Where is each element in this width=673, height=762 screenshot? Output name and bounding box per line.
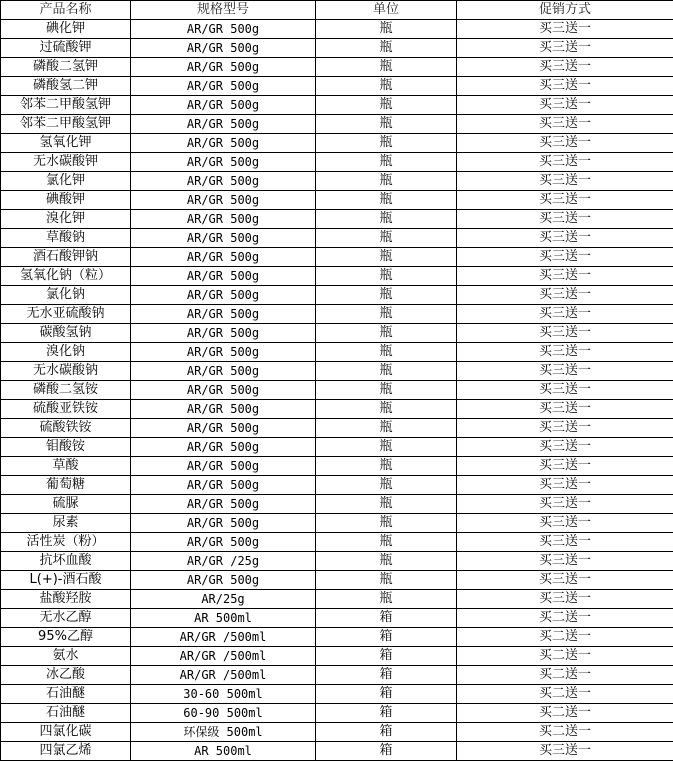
product-name-cell[interactable]: 硫酸铁铵 (1, 419, 131, 438)
table-row (1, 115, 673, 134)
table-row (1, 495, 673, 514)
spec-cell[interactable]: AR/GR 500g (131, 533, 316, 552)
spec-cell[interactable]: AR/GR 500g (131, 229, 316, 248)
table-row (1, 476, 673, 495)
table-row (1, 590, 673, 609)
table-row (1, 647, 673, 666)
unit-cell[interactable]: 瓶 (316, 457, 457, 476)
product-name-cell[interactable]: 石油醚 (1, 685, 131, 704)
unit-cell[interactable]: 瓶 (316, 210, 457, 229)
promotion-cell[interactable]: 买三送一 (457, 571, 673, 590)
unit-cell[interactable]: 箱 (316, 685, 457, 704)
spec-cell[interactable]: 60-90 500ml (131, 704, 316, 723)
promotion-cell[interactable]: 买三送一 (457, 324, 673, 343)
header-spec[interactable]: 规格型号 (131, 1, 316, 20)
table-row (1, 286, 673, 305)
table-row (1, 77, 673, 96)
spec-cell[interactable]: 30-60 500ml (131, 685, 316, 704)
unit-cell[interactable]: 瓶 (316, 172, 457, 191)
table-row (1, 723, 673, 742)
spec-cell[interactable]: AR/GR 500g (131, 343, 316, 362)
product-name-cell[interactable]: 溴化钾 (1, 210, 131, 229)
promotion-cell[interactable]: 买三送一 (457, 457, 673, 476)
spec-cell[interactable]: AR/GR 500g (131, 153, 316, 172)
unit-cell[interactable]: 箱 (316, 647, 457, 666)
unit-cell[interactable]: 瓶 (316, 571, 457, 590)
promotion-cell[interactable]: 买二送一 (457, 723, 673, 742)
table-row (1, 533, 673, 552)
promotion-cell[interactable]: 买三送一 (457, 267, 673, 286)
product-name-cell[interactable]: 邻苯二甲酸氢钾 (1, 115, 131, 134)
product-name-cell[interactable]: 磷酸二氢钾 (1, 58, 131, 77)
product-name-cell[interactable]: 石油醚 (1, 704, 131, 723)
table-row (1, 229, 673, 248)
product-name-cell[interactable]: 氨水 (1, 647, 131, 666)
table-row (1, 58, 673, 77)
spec-cell[interactable]: AR/GR 500g (131, 191, 316, 210)
table-row (1, 343, 673, 362)
table-row (1, 39, 673, 58)
product-name-cell[interactable]: 溴化钠 (1, 343, 131, 362)
header-promotion[interactable]: 促销方式 (457, 1, 673, 20)
spec-cell[interactable]: AR/GR 500g (131, 495, 316, 514)
product-name-cell[interactable]: 钼酸铵 (1, 438, 131, 457)
product-name-cell[interactable]: 无水亚硫酸钠 (1, 305, 131, 324)
table-row (1, 210, 673, 229)
table-row (1, 419, 673, 438)
product-name-cell[interactable]: L(+)-酒石酸 (1, 571, 131, 590)
unit-cell[interactable]: 箱 (316, 704, 457, 723)
promotion-cell[interactable]: 买二送一 (457, 685, 673, 704)
promotion-cell[interactable]: 买三送一 (457, 58, 673, 77)
promotion-cell[interactable]: 买二送一 (457, 666, 673, 685)
spec-cell[interactable]: AR/GR 500g (131, 39, 316, 58)
unit-cell[interactable]: 瓶 (316, 514, 457, 533)
spec-cell[interactable]: AR/GR 500g (131, 419, 316, 438)
table-row (1, 134, 673, 153)
promotion-cell[interactable]: 买三送一 (457, 39, 673, 58)
product-name-cell[interactable]: 草酸钠 (1, 229, 131, 248)
header-row (1, 1, 673, 20)
spec-cell[interactable]: AR/GR 500g (131, 172, 316, 191)
table-row (1, 400, 673, 419)
promotion-cell[interactable]: 买三送一 (457, 134, 673, 153)
spec-cell[interactable]: AR/GR 500g (131, 571, 316, 590)
product-name-cell[interactable]: 氯化钠 (1, 286, 131, 305)
promotion-cell[interactable]: 买三送一 (457, 476, 673, 495)
table-row (1, 438, 673, 457)
unit-cell[interactable]: 瓶 (316, 115, 457, 134)
spec-cell[interactable]: AR/GR 500g (131, 248, 316, 267)
spec-cell[interactable]: AR/GR 500g (131, 400, 316, 419)
unit-cell[interactable]: 瓶 (316, 191, 457, 210)
promotion-cell[interactable]: 买三送一 (457, 381, 673, 400)
table-row (1, 191, 673, 210)
unit-cell[interactable]: 瓶 (316, 552, 457, 571)
table-row (1, 96, 673, 115)
table-row (1, 324, 673, 343)
unit-cell[interactable]: 瓶 (316, 134, 457, 153)
product-name-cell[interactable]: 氯化钾 (1, 172, 131, 191)
spec-cell[interactable]: AR/GR /25g (131, 552, 316, 571)
promotion-cell[interactable]: 买三送一 (457, 248, 673, 267)
promotion-cell[interactable]: 买二送一 (457, 704, 673, 723)
unit-cell[interactable]: 箱 (316, 628, 457, 647)
product-name-cell[interactable]: 无水乙醇 (1, 609, 131, 628)
product-name-cell[interactable]: 氢氧化钾 (1, 134, 131, 153)
table-row (1, 172, 673, 191)
product-name-cell[interactable]: 无水碳酸钾 (1, 153, 131, 172)
spec-cell[interactable]: AR/GR 500g (131, 324, 316, 343)
promotion-cell[interactable]: 买三送一 (457, 495, 673, 514)
promotion-cell[interactable]: 买三送一 (457, 305, 673, 324)
unit-cell[interactable]: 瓶 (316, 267, 457, 286)
promotion-cell[interactable]: 买三送一 (457, 229, 673, 248)
product-name-cell[interactable]: 尿素 (1, 514, 131, 533)
spec-cell[interactable]: AR/GR 500g (131, 20, 316, 39)
promotion-cell[interactable]: 买二送一 (457, 609, 673, 628)
spec-cell[interactable]: AR/GR 500g (131, 476, 316, 495)
spec-cell[interactable]: AR/GR 500g (131, 286, 316, 305)
table-row (1, 742, 673, 761)
promotion-cell[interactable]: 买三送一 (457, 419, 673, 438)
promotion-cell[interactable]: 买三送一 (457, 590, 673, 609)
promotion-cell[interactable]: 买三送一 (457, 77, 673, 96)
table-row (1, 685, 673, 704)
product-name-cell[interactable]: 四氯乙烯 (1, 742, 131, 761)
table-row (1, 609, 673, 628)
unit-cell[interactable]: 箱 (316, 742, 457, 761)
unit-cell[interactable]: 瓶 (316, 153, 457, 172)
product-name-cell[interactable]: 碘化钾 (1, 20, 131, 39)
spec-cell[interactable]: AR/GR 500g (131, 134, 316, 153)
promotion-cell[interactable]: 买三送一 (457, 191, 673, 210)
spec-cell[interactable]: AR/GR 500g (131, 514, 316, 533)
spec-cell[interactable]: AR/GR 500g (131, 267, 316, 286)
promotion-cell[interactable]: 买二送一 (457, 628, 673, 647)
product-name-cell[interactable]: 过硫酸钾 (1, 39, 131, 58)
promotion-cell[interactable]: 买三送一 (457, 153, 673, 172)
spec-cell[interactable]: AR/GR /500ml (131, 647, 316, 666)
unit-cell[interactable]: 箱 (316, 609, 457, 628)
product-name-cell[interactable]: 氢氧化钠（粒） (1, 267, 131, 286)
table-row (1, 666, 673, 685)
unit-cell[interactable]: 瓶 (316, 533, 457, 552)
table-row (1, 514, 673, 533)
header-unit[interactable]: 单位 (316, 1, 457, 20)
product-name-cell[interactable]: 无水碳酸钠 (1, 362, 131, 381)
promotion-cell[interactable]: 买三送一 (457, 172, 673, 191)
product-name-cell[interactable]: 冰乙酸 (1, 666, 131, 685)
spec-cell[interactable]: AR/GR 500g (131, 457, 316, 476)
promotion-cell[interactable]: 买三送一 (457, 438, 673, 457)
unit-cell[interactable]: 瓶 (316, 438, 457, 457)
promotion-cell[interactable]: 买三送一 (457, 96, 673, 115)
table-body (1, 1, 673, 761)
product-name-cell[interactable]: 硫脲 (1, 495, 131, 514)
promotion-cell[interactable]: 买二送一 (457, 647, 673, 666)
product-name-cell[interactable]: 盐酸羟胺 (1, 590, 131, 609)
spec-cell[interactable]: AR/GR 500g (131, 381, 316, 400)
spec-cell[interactable]: 环保级 500ml (131, 723, 316, 742)
spec-cell[interactable]: AR/GR /500ml (131, 666, 316, 685)
header-product-name[interactable]: 产品名称 (1, 1, 131, 20)
unit-cell[interactable]: 箱 (316, 723, 457, 742)
unit-cell[interactable]: 瓶 (316, 419, 457, 438)
unit-cell[interactable]: 瓶 (316, 343, 457, 362)
unit-cell[interactable]: 瓶 (316, 495, 457, 514)
table-row (1, 305, 673, 324)
unit-cell[interactable]: 瓶 (316, 362, 457, 381)
unit-cell[interactable]: 瓶 (316, 248, 457, 267)
product-name-cell[interactable]: 磷酸二氢铵 (1, 381, 131, 400)
table-row (1, 628, 673, 647)
table-row (1, 381, 673, 400)
spec-cell[interactable]: AR/GR 500g (131, 58, 316, 77)
promotion-cell[interactable]: 买三送一 (457, 400, 673, 419)
table-row (1, 362, 673, 381)
product-name-cell[interactable]: 葡萄糖 (1, 476, 131, 495)
spec-cell[interactable]: AR 500ml (131, 609, 316, 628)
table-row (1, 704, 673, 723)
product-name-cell[interactable]: 四氯化碳 (1, 723, 131, 742)
table-row (1, 552, 673, 571)
unit-cell[interactable]: 瓶 (316, 381, 457, 400)
promotion-cell[interactable]: 买三送一 (457, 514, 673, 533)
promotion-cell[interactable]: 买三送一 (457, 362, 673, 381)
product-name-cell[interactable]: 酒石酸钾钠 (1, 248, 131, 267)
table-row (1, 20, 673, 39)
unit-cell[interactable]: 瓶 (316, 229, 457, 248)
promotion-cell[interactable]: 买三送一 (457, 552, 673, 571)
product-name-cell[interactable]: 草酸 (1, 457, 131, 476)
table-row (1, 153, 673, 172)
product-name-cell[interactable]: 碳酸氢钠 (1, 324, 131, 343)
unit-cell[interactable]: 瓶 (316, 324, 457, 343)
unit-cell[interactable]: 瓶 (316, 39, 457, 58)
product-name-cell[interactable]: 邻苯二甲酸氢钾 (1, 96, 131, 115)
unit-cell[interactable]: 瓶 (316, 77, 457, 96)
table-row (1, 571, 673, 590)
spec-cell[interactable]: AR/GR 500g (131, 115, 316, 134)
unit-cell[interactable]: 瓶 (316, 590, 457, 609)
spec-cell[interactable]: AR/GR 500g (131, 305, 316, 324)
spec-cell[interactable]: AR/GR 500g (131, 96, 316, 115)
promotion-cell[interactable]: 买三送一 (457, 533, 673, 552)
unit-cell[interactable]: 瓶 (316, 20, 457, 39)
promotion-cell[interactable]: 买三送一 (457, 210, 673, 229)
spec-cell[interactable]: AR/25g (131, 590, 316, 609)
unit-cell[interactable]: 瓶 (316, 96, 457, 115)
spec-cell[interactable]: AR/GR 500g (131, 438, 316, 457)
product-name-cell[interactable]: 抗坏血酸 (1, 552, 131, 571)
unit-cell[interactable]: 瓶 (316, 400, 457, 419)
unit-cell[interactable]: 箱 (316, 666, 457, 685)
promotion-cell[interactable]: 买三送一 (457, 343, 673, 362)
unit-cell[interactable]: 瓶 (316, 305, 457, 324)
promotion-cell[interactable]: 买三送一 (457, 742, 673, 761)
promotion-cell[interactable]: 买三送一 (457, 286, 673, 305)
unit-cell[interactable]: 瓶 (316, 476, 457, 495)
product-name-cell[interactable]: 碘酸钾 (1, 191, 131, 210)
table-row (1, 248, 673, 267)
promotion-cell[interactable]: 买三送一 (457, 115, 673, 134)
product-name-cell[interactable]: 95%乙醇 (1, 628, 131, 647)
unit-cell[interactable]: 瓶 (316, 286, 457, 305)
promotion-cell[interactable]: 买三送一 (457, 20, 673, 39)
product-name-cell[interactable]: 活性炭（粉） (1, 533, 131, 552)
table-row (1, 267, 673, 286)
spec-cell[interactable]: AR/GR /500ml (131, 628, 316, 647)
table-row (1, 457, 673, 476)
spec-cell[interactable]: AR/GR 500g (131, 362, 316, 381)
product-name-cell[interactable]: 硫酸亚铁铵 (1, 400, 131, 419)
spec-cell[interactable]: AR 500ml (131, 742, 316, 761)
product-name-cell[interactable]: 磷酸氢二钾 (1, 77, 131, 96)
spec-cell[interactable]: AR/GR 500g (131, 77, 316, 96)
spec-cell[interactable]: AR/GR 500g (131, 210, 316, 229)
unit-cell[interactable]: 瓶 (316, 58, 457, 77)
